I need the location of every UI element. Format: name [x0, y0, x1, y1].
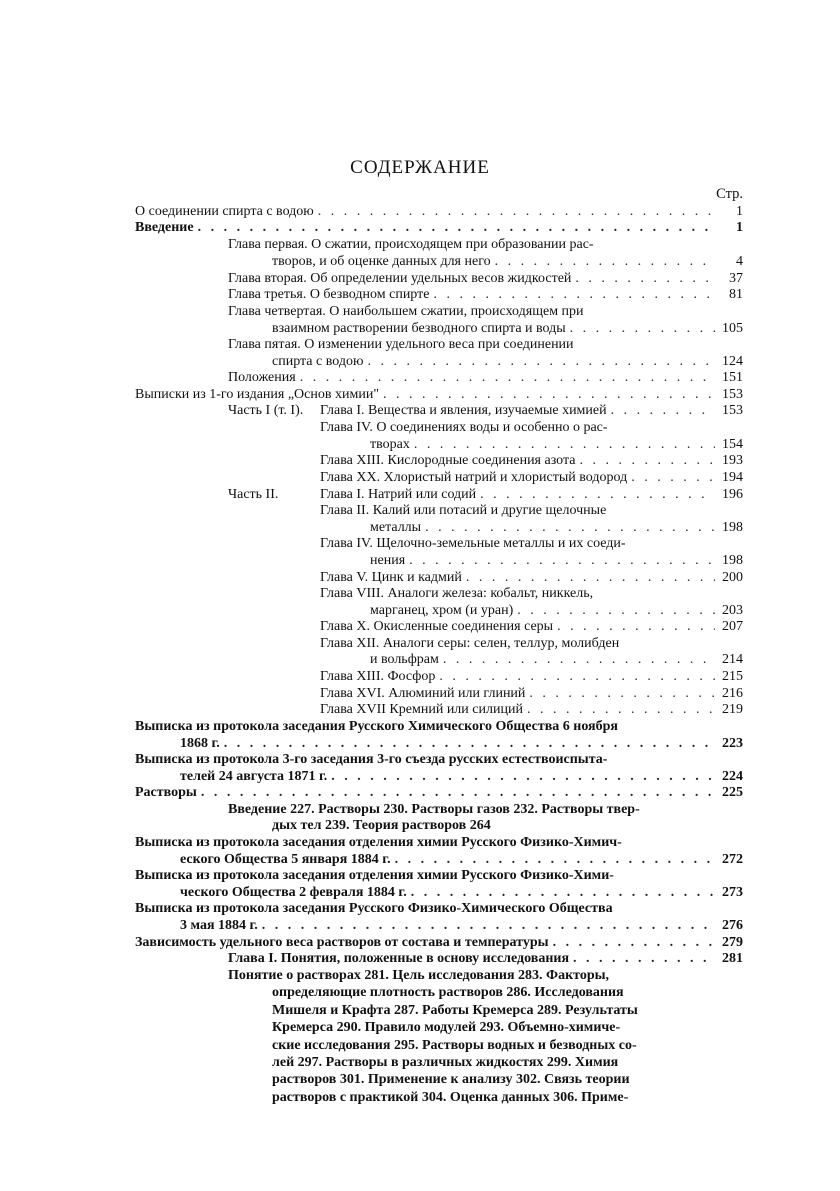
toc-entry: Глава II. Калий или потасий и другие щелочные	[320, 503, 607, 518]
toc-entry: Глава третья. О безводном спирте . . . 81	[228, 286, 743, 304]
toc-entry: Глава V. Цинк и кадмий . . . 200	[320, 569, 743, 587]
paragraph-line: определяющие плотность растворов 286. Исследования	[272, 985, 624, 1001]
toc-entry: дых тел 239. Теория растворов 264	[272, 818, 491, 833]
toc-part-label: Часть I (т. I).	[228, 403, 304, 418]
toc-entry: 3 мая 1884 г. . . . 276	[180, 917, 743, 935]
toc-entry: Выписки из 1-го издания „Основ химии" . . . 153	[135, 386, 743, 404]
toc-entry: еского Общества 5 января 1884 г. . . . 272	[180, 851, 743, 869]
toc-entry: Глава XVII Кремний или силиций . . . 219	[320, 701, 743, 719]
toc-paragraph	[228, 967, 708, 1106]
toc-entry: Выписка из протокола заседания отделения химии Русского Физико-Хими-	[135, 868, 614, 883]
toc-entry: спирта с водою . . . 124	[272, 353, 743, 371]
toc-entry: Растворы . . . 225	[135, 784, 743, 802]
paragraph-line: ские исследования 295. Растворы водных и безводных со-	[272, 1037, 637, 1053]
toc-entry: Глава XIII. Фосфор . . . 215	[320, 668, 743, 686]
toc-entry: Зависимость удельного веса растворов от состава и температуры . . . 279	[135, 934, 743, 952]
toc-entry: творов, и об оценке данных для него . . . 4	[272, 253, 743, 271]
toc-entry: Глава VIII. Аналоги железа: кобальт, никкель,	[320, 586, 594, 601]
toc-entry: взаимном растворении безводного спирта и воды . . . 105	[272, 320, 743, 338]
toc-entry: Глава XVI. Алюминий или глиний . . . 216	[320, 685, 743, 703]
toc-entry: Глава первая. О сжатии, происходящем при образовании рас-	[228, 237, 594, 252]
paragraph-line: Кремерса 290. Правило модулей 293. Объемно-химиче-	[272, 1020, 621, 1036]
toc-entry: нения . . . 198	[370, 552, 743, 570]
toc-entry: Введение . . . 1	[135, 219, 743, 237]
toc-entry: творах . . . 154	[370, 436, 743, 454]
toc-entry: Глава XIII. Кислородные соединения азота . . . 193	[320, 452, 743, 470]
toc-entry: Глава IV. Щелочно-земельные металлы и их соеди-	[320, 536, 626, 551]
toc-entry: ческого Общества 2 февраля 1884 г. . . . 273	[180, 884, 743, 902]
toc-entry: Положения . . . 151	[228, 369, 743, 387]
toc-entry: Глава XX. Хлористый натрий и хлористый водород . . . 194	[320, 469, 743, 487]
toc-entry: Глава X. Окисленные соединения серы . . . 207	[320, 618, 743, 636]
page-column-header: Стр.	[716, 186, 743, 202]
toc-entry: марганец, хром (и уран) . . . 203	[370, 602, 743, 620]
toc-entry: Введение 227. Растворы 230. Растворы газов 232. Растворы твер-	[228, 802, 640, 817]
toc-entry: Глава I. Понятия, положенные в основу исследования . . . 281	[228, 950, 743, 968]
toc-entry: Глава IV. О соединениях воды и особенно о рас-	[320, 420, 608, 435]
paragraph-line: лей 297. Растворы в различных жидкостях 299. Химия	[272, 1055, 619, 1071]
page-title: СОДЕРЖАНИЕ	[350, 157, 490, 178]
toc-entry: Выписка из протокола заседания отделения химии Русского Физико-Химич-	[135, 835, 622, 850]
paragraph-line: Понятие о растворах 281. Цель исследования 283. Факторы,	[228, 968, 610, 983]
toc-entry: Выписка из протокола 3-го заседания 3-го съезда русских естествоиспыта-	[135, 752, 608, 767]
toc-entry: Глава XII. Аналоги серы: селен, теллур, молибден	[320, 636, 620, 651]
toc-entry: 1868 г. . . . 223	[180, 735, 743, 753]
toc-entry: Глава I. Вещества и явления, изучаемые химией . . . 153	[320, 402, 743, 420]
toc-entry: О соединении спирта с водою . . . 1	[135, 203, 743, 221]
toc-part-label: Часть II.	[228, 487, 279, 502]
toc-entry: металлы . . . 198	[370, 519, 743, 537]
paragraph-line: растворов с практикой 304. Оценка данных 306. Приме-	[272, 1089, 629, 1105]
toc-entry: Выписка из протокола заседания Русского Химического Общества 6 ноября	[135, 719, 618, 734]
toc-entry: Глава I. Натрий или содий . . . 196	[320, 486, 743, 504]
paragraph-line: Мишеля и Крафта 287. Работы Кремерса 289. Результаты	[272, 1002, 638, 1018]
toc-entry: Глава пятая. О изменении удельного веса при соединении	[228, 337, 574, 352]
paragraph-line: растворов 301. Применение к анализу 302. Связь теории	[272, 1072, 630, 1088]
toc-entry: Глава вторая. Об определении удельных весов жидкостей . . . 37	[228, 270, 743, 288]
toc-entry: Выписка из протокола заседания Русского Физико-Химического Общества	[135, 901, 613, 916]
toc-entry: и вольфрам . . . 214	[370, 651, 743, 669]
toc-entry: Глава четвертая. О наибольшем сжатии, происходящем при	[228, 304, 584, 319]
toc-entry: телей 24 августа 1871 г. . . . 224	[180, 768, 743, 786]
